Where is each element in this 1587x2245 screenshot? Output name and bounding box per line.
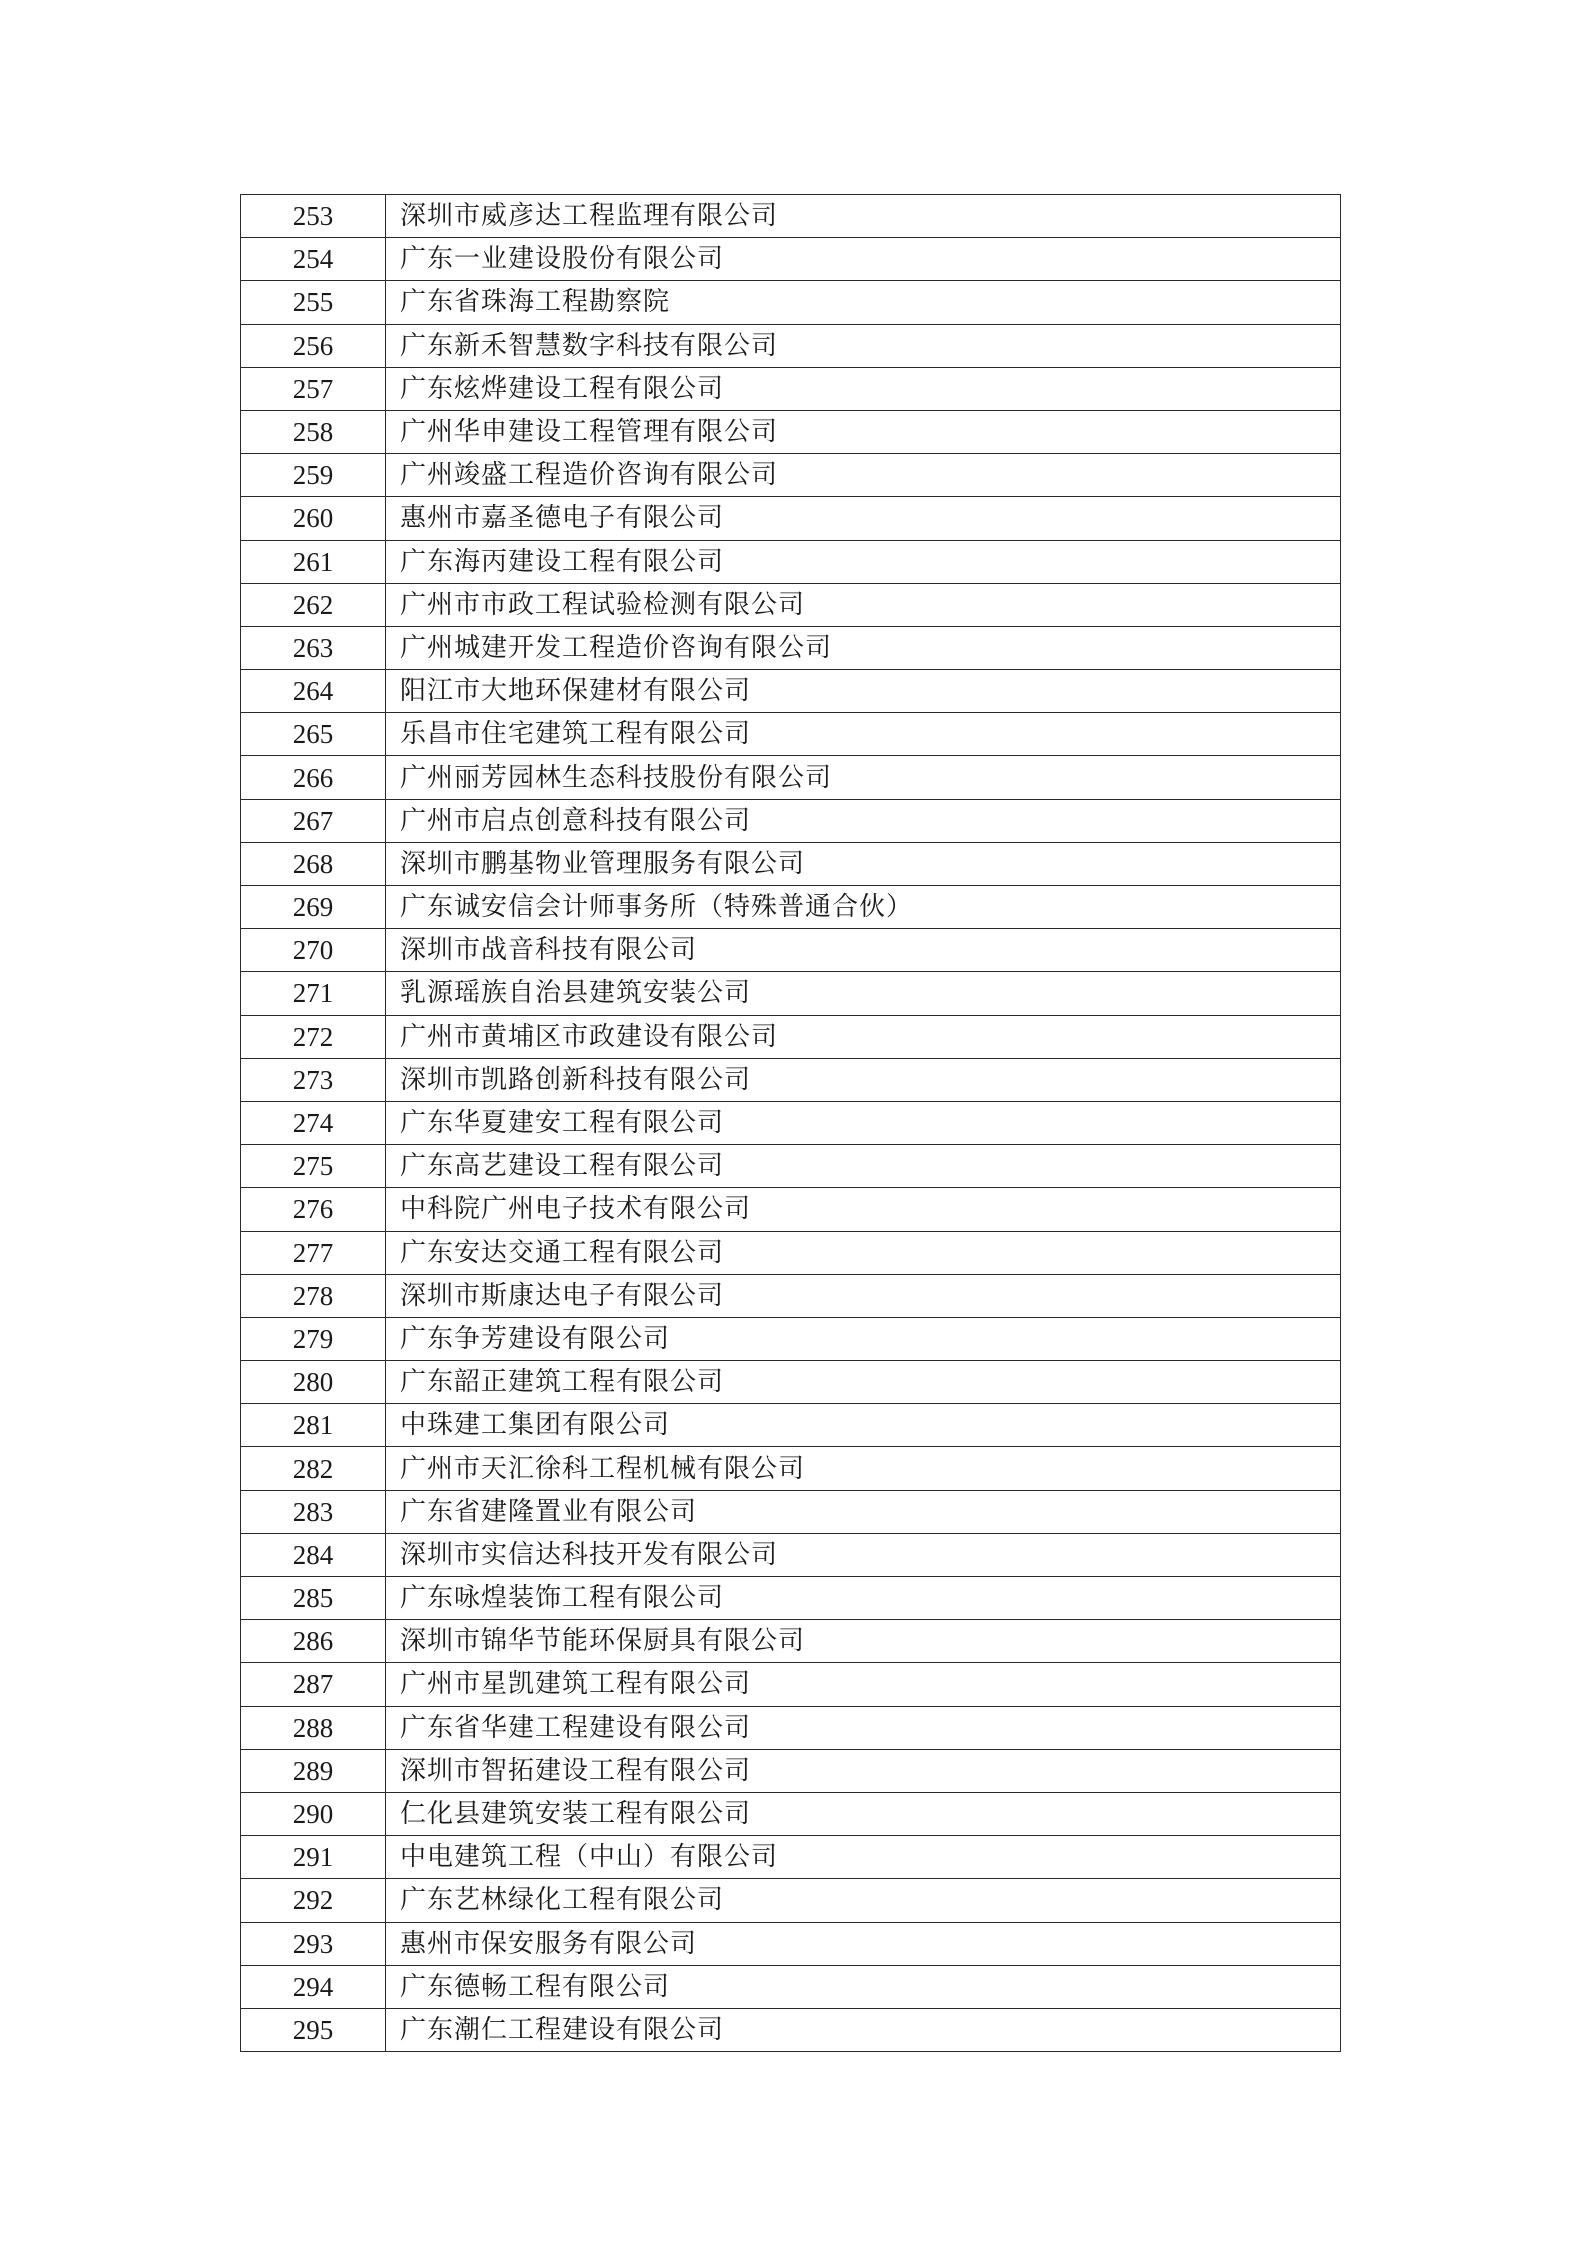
row-number-cell: 279 — [241, 1317, 386, 1360]
row-number-cell: 269 — [241, 886, 386, 929]
company-name-cell: 广州华申建设工程管理有限公司 — [386, 410, 1341, 453]
row-number-cell: 260 — [241, 497, 386, 540]
table-row — [241, 756, 1341, 799]
table-row — [241, 1058, 1341, 1101]
company-name-cell: 深圳市凯路创新科技有限公司 — [386, 1058, 1341, 1101]
row-number-cell: 266 — [241, 756, 386, 799]
row-number-cell: 289 — [241, 1749, 386, 1792]
row-number-cell: 264 — [241, 670, 386, 713]
row-number-cell: 257 — [241, 367, 386, 410]
row-number-cell: 259 — [241, 454, 386, 497]
company-name-cell: 乳源瑶族自治县建筑安装公司 — [386, 972, 1341, 1015]
table-row — [241, 2008, 1341, 2051]
row-number-cell: 265 — [241, 713, 386, 756]
company-name-cell: 广东诚安信会计师事务所（特殊普通合伙） — [386, 886, 1341, 929]
company-name-cell: 广州城建开发工程造价咨询有限公司 — [386, 626, 1341, 669]
company-name-cell: 深圳市智拓建设工程有限公司 — [386, 1749, 1341, 1792]
company-name-cell: 深圳市鹏基物业管理服务有限公司 — [386, 842, 1341, 885]
row-number-cell: 286 — [241, 1620, 386, 1663]
row-number-cell: 263 — [241, 626, 386, 669]
table-row — [241, 1836, 1341, 1879]
table-row — [241, 1533, 1341, 1576]
company-name-cell: 深圳市战音科技有限公司 — [386, 929, 1341, 972]
row-number-cell: 295 — [241, 2008, 386, 2051]
row-number-cell: 254 — [241, 238, 386, 281]
row-number-cell: 280 — [241, 1361, 386, 1404]
table-row — [241, 1447, 1341, 1490]
table-row — [241, 1361, 1341, 1404]
company-name-cell: 深圳市实信达科技开发有限公司 — [386, 1533, 1341, 1576]
table-row — [241, 238, 1341, 281]
company-name-cell: 深圳市斯康达电子有限公司 — [386, 1274, 1341, 1317]
row-number-cell: 288 — [241, 1706, 386, 1749]
company-name-cell: 广东省珠海工程勘察院 — [386, 281, 1341, 324]
table-row — [241, 929, 1341, 972]
company-name-cell: 广东炫烨建设工程有限公司 — [386, 367, 1341, 410]
row-number-cell: 277 — [241, 1231, 386, 1274]
table-row — [241, 1274, 1341, 1317]
table-row — [241, 497, 1341, 540]
row-number-cell: 291 — [241, 1836, 386, 1879]
company-name-cell: 广东省华建工程建设有限公司 — [386, 1706, 1341, 1749]
table-row — [241, 1706, 1341, 1749]
table-row — [241, 1101, 1341, 1144]
table-row — [241, 1188, 1341, 1231]
company-name-cell: 广东新禾智慧数字科技有限公司 — [386, 324, 1341, 367]
company-name-cell: 深圳市威彦达工程监理有限公司 — [386, 195, 1341, 238]
company-name-cell: 惠州市嘉圣德电子有限公司 — [386, 497, 1341, 540]
company-name-cell: 乐昌市住宅建筑工程有限公司 — [386, 713, 1341, 756]
table-row — [241, 281, 1341, 324]
company-name-cell: 广东华夏建安工程有限公司 — [386, 1101, 1341, 1144]
table-row — [241, 1749, 1341, 1792]
company-list-table — [240, 194, 1341, 2052]
row-number-cell: 256 — [241, 324, 386, 367]
row-number-cell: 275 — [241, 1145, 386, 1188]
table-row — [241, 1015, 1341, 1058]
company-name-cell: 广东一业建设股份有限公司 — [386, 238, 1341, 281]
company-name-cell: 广东潮仁工程建设有限公司 — [386, 2008, 1341, 2051]
row-number-cell: 255 — [241, 281, 386, 324]
row-number-cell: 282 — [241, 1447, 386, 1490]
table-row — [241, 1145, 1341, 1188]
company-name-cell: 仁化县建筑安装工程有限公司 — [386, 1792, 1341, 1835]
company-name-cell: 广州竣盛工程造价咨询有限公司 — [386, 454, 1341, 497]
company-name-cell: 中电建筑工程（中山）有限公司 — [386, 1836, 1341, 1879]
table-row — [241, 799, 1341, 842]
row-number-cell: 274 — [241, 1101, 386, 1144]
row-number-cell: 281 — [241, 1404, 386, 1447]
row-number-cell: 261 — [241, 540, 386, 583]
company-name-cell: 广东艺林绿化工程有限公司 — [386, 1879, 1341, 1922]
table-row — [241, 626, 1341, 669]
row-number-cell: 278 — [241, 1274, 386, 1317]
table-row — [241, 1317, 1341, 1360]
row-number-cell: 271 — [241, 972, 386, 1015]
table-row — [241, 1792, 1341, 1835]
row-number-cell: 293 — [241, 1922, 386, 1965]
table-row — [241, 583, 1341, 626]
table-row — [241, 410, 1341, 453]
company-name-cell: 广东德畅工程有限公司 — [386, 1965, 1341, 2008]
table-row — [241, 842, 1341, 885]
company-name-cell: 广东海丙建设工程有限公司 — [386, 540, 1341, 583]
table-row — [241, 540, 1341, 583]
row-number-cell: 270 — [241, 929, 386, 972]
table-row — [241, 1922, 1341, 1965]
row-number-cell: 272 — [241, 1015, 386, 1058]
table-row — [241, 713, 1341, 756]
row-number-cell: 253 — [241, 195, 386, 238]
row-number-cell: 262 — [241, 583, 386, 626]
company-name-cell: 广东争芳建设有限公司 — [386, 1317, 1341, 1360]
table-row — [241, 1620, 1341, 1663]
table-row — [241, 1965, 1341, 2008]
row-number-cell: 284 — [241, 1533, 386, 1576]
company-name-cell: 广东安达交通工程有限公司 — [386, 1231, 1341, 1274]
company-name-cell: 中珠建工集团有限公司 — [386, 1404, 1341, 1447]
company-name-cell: 中科院广州电子技术有限公司 — [386, 1188, 1341, 1231]
table-row — [241, 1404, 1341, 1447]
row-number-cell: 268 — [241, 842, 386, 885]
table-row — [241, 1490, 1341, 1533]
row-number-cell: 273 — [241, 1058, 386, 1101]
company-name-cell: 广州市天汇徐科工程机械有限公司 — [386, 1447, 1341, 1490]
table-row — [241, 972, 1341, 1015]
company-name-cell: 广东咏煌装饰工程有限公司 — [386, 1577, 1341, 1620]
company-name-cell: 广州市启点创意科技有限公司 — [386, 799, 1341, 842]
table-row — [241, 1879, 1341, 1922]
table-row — [241, 367, 1341, 410]
table-row — [241, 1577, 1341, 1620]
row-number-cell: 294 — [241, 1965, 386, 2008]
company-name-cell: 广东高艺建设工程有限公司 — [386, 1145, 1341, 1188]
table-row — [241, 454, 1341, 497]
row-number-cell: 283 — [241, 1490, 386, 1533]
table-body — [241, 195, 1341, 2052]
row-number-cell: 276 — [241, 1188, 386, 1231]
company-name-cell: 广州市市政工程试验检测有限公司 — [386, 583, 1341, 626]
row-number-cell: 285 — [241, 1577, 386, 1620]
table-row — [241, 670, 1341, 713]
table-row — [241, 324, 1341, 367]
row-number-cell: 292 — [241, 1879, 386, 1922]
row-number-cell: 290 — [241, 1792, 386, 1835]
table-row — [241, 1663, 1341, 1706]
table-row — [241, 195, 1341, 238]
row-number-cell: 267 — [241, 799, 386, 842]
company-name-cell: 广东韶正建筑工程有限公司 — [386, 1361, 1341, 1404]
company-name-cell: 阳江市大地环保建材有限公司 — [386, 670, 1341, 713]
row-number-cell: 258 — [241, 410, 386, 453]
company-name-cell: 广州市星凯建筑工程有限公司 — [386, 1663, 1341, 1706]
row-number-cell: 287 — [241, 1663, 386, 1706]
company-name-cell: 深圳市锦华节能环保厨具有限公司 — [386, 1620, 1341, 1663]
table-row — [241, 886, 1341, 929]
company-name-cell: 广东省建隆置业有限公司 — [386, 1490, 1341, 1533]
company-name-cell: 惠州市保安服务有限公司 — [386, 1922, 1341, 1965]
company-name-cell: 广州市黄埔区市政建设有限公司 — [386, 1015, 1341, 1058]
company-name-cell: 广州丽芳园林生态科技股份有限公司 — [386, 756, 1341, 799]
table-row — [241, 1231, 1341, 1274]
